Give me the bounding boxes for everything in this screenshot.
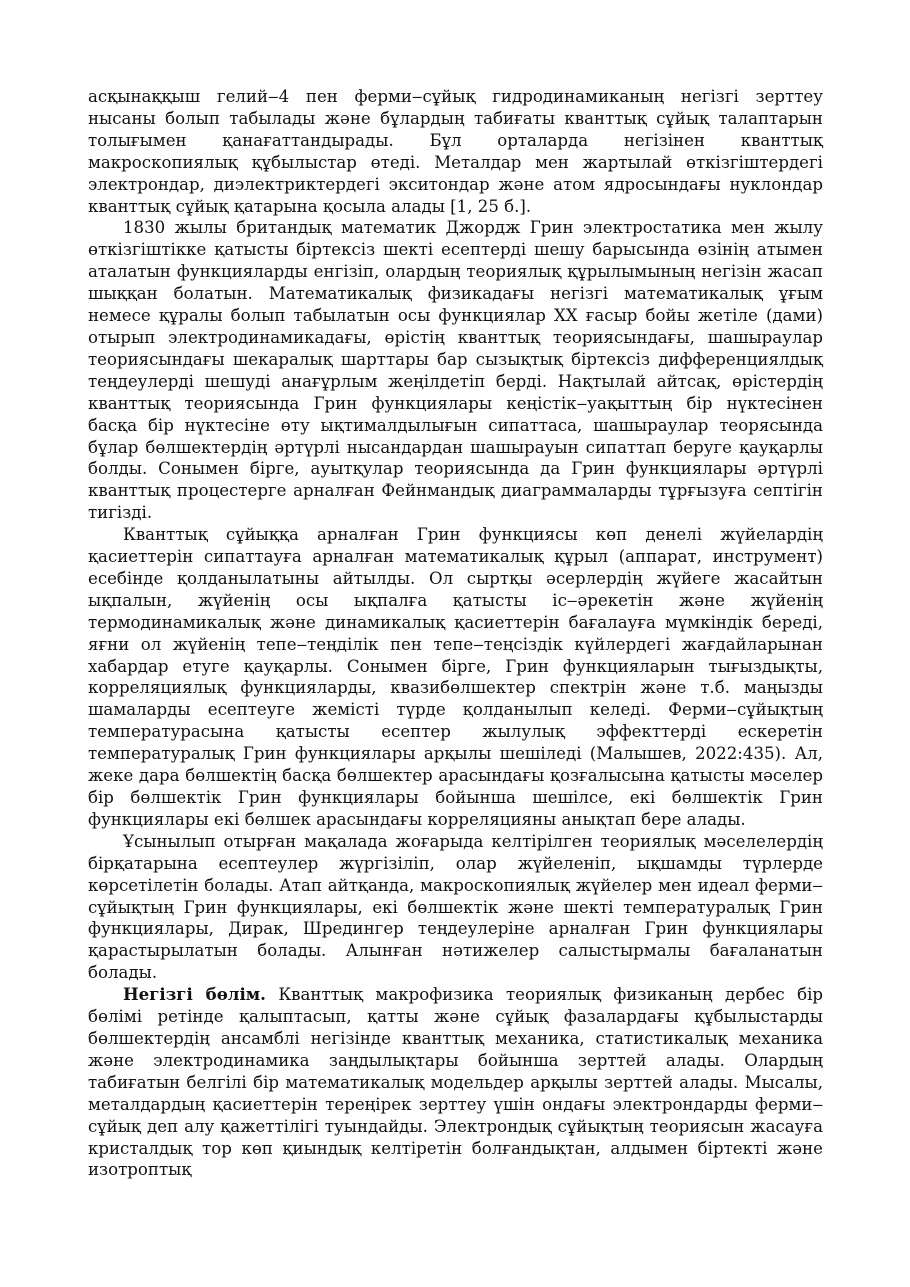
paragraph-article-goals: Ұсынылып отырған мақалада жоғарыда келтірілген теориялық мәселелердің бірқатарына есептеулер жүргізіліп, олар жүйеленіп, ықшамды түрлерде көрсетілетін болады. Атап айтқанда, макроскопиялық жүйелер мен идеал ферми‒сұйықтың Грин функциялары, екі бөлшектік және шекті температуралық Грин функциялары, Дирак, Шредингер теңдеулеріне арналған Грин функциялары қарастырылатын болады. Алынған нәтижелер салыстырмалы бағаланатын болады.	[88, 831, 823, 983]
paragraph-main-section	[88, 984, 823, 1181]
section-heading-main: Негізгі бөлім.	[123, 984, 266, 1005]
paragraph-quantum-liquid-green-function: Кванттық сұйыққа арналған Грин функциясы көп денелі жүйелардің қасиеттерін сипаттауға арналған математикалық құрыл (аппарат, инструмент) есебінде қолданылатыны айтылды. Ол сыртқы әсерлердің жүйеге жасайтын ықпалын, жүйенің осы ықпалға қатысты іс‒әрекетін және жүйенің термодинамикалық және динамикалық қасиеттерін бағалауға мүмкіндік береді, яғни ол жүйенің тепе‒теңділік пен тепе‒теңсіздік күйлердегі жағдайларынан хабардар етуге қауқарлы. Сонымен бірге, Грин функцияларын тығыздықты, корреляциялық функцияларды, квазибөлшектер спектрін және т.б. маңызды шамаларды есептеуге жемісті түрде қолданылып келеді. Ферми‒сұйықтың температурасына қатысты есептер жылулық эффекттерді ескеретін температуралық Грин функциялары арқылы шешіледі (Малышев, 2022:435). Ал, жеке дара бөлшектің басқа бөлшектер арасындағы қозғалысына қатысты мәселер бір бөлшектік Грин функциялары бойынша шешілсе, екі бөлшектік Грин функциялары екі бөлшек арасындағы корреляцияны анықтап бере алады.	[88, 525, 823, 829]
paragraph-green-history: 1830 жылы британдық математик Джордж Грин электростатика мен жылу өткізгіштікке қатысты біртексіз шекті есептерді шешу барысында өзінің атымен аталатын функцияларды енгізіп, олардың теориялық құрылымының негізін жасап шыққан болатын. Математикалық физикадағы негізгі математикалық ұғым немесе құралы болып табылатын осы функциялар XX ғасыр бойы жетіле (дами) отырып электродинамикадағы, өрістің кванттық теориясындағы, шашыраулар теориясындағы шекаралық шарттары бар сызықтық біртексіз дифференциялдық теңдеулерді шешуді анағұрлым жеңілдетіп берді. Нақтылай айтсақ, өрістердің кванттық теориясында Грин функциялары кеңістік‒уақыттың бір нүктесінен басқа бір нүктесіне өту ықтималдылығын сипаттаса, шашыраулар теорясында бұлар бөлшектердің әртүрлі нысандардан шашырауын сипаттап беруге қауқарлы болды. Сонымен бірге, ауытқулар теориясында да Грин функциялары әртүрлі кванттық процестерге арналған Фейнмандық диаграммаларды тұрғызуға септігін тигізді.	[88, 218, 823, 523]
document-page	[88, 86, 823, 1181]
paragraph-intro-continuation: асқынаққыш гелий‒4 пен ферми‒сұйық гидродинамиканың негізгі зерттеу нысаны болып табылады және бұлардың табиғаты кванттық сұйық талаптарын толығымен қанағаттандырады. Бұл орталарда негізінен кванттық макроскопиялық құбылыстар өтеді. Металдар мен жартылай өткізгіштердегі электрондар, диэлектриктердегі экситондар және атом ядросындағы нуклондар кванттық сұйық қатарына қосыла алады [1, 25 б.].	[88, 87, 823, 216]
main-section-text: Кванттық макрофизика теориялық физиканың дербес бір бөлімі ретінде қалыптасып, қатты және сұйық фазалардағы құбылыстарды бөлшектердің ансамблі негізінде кванттық механика, статистикалық механика және электродинамика заңдылықтары бойынша зерттей алады. Олардың табиғатын белгілі бір математикалық модельдер арқылы зерттей алады. Мысалы, металдардың қасиеттерін тереңірек зерттеу үшін ондағы электрондарды ферми‒сұйық деп алу қажеттілігі туындайды. Электрондық сұйықтың теориясын жасауға кристалдық тор көп қиындық келтіретін болғандықтан, алдымен біртекті және изотроптық	[88, 985, 823, 1180]
